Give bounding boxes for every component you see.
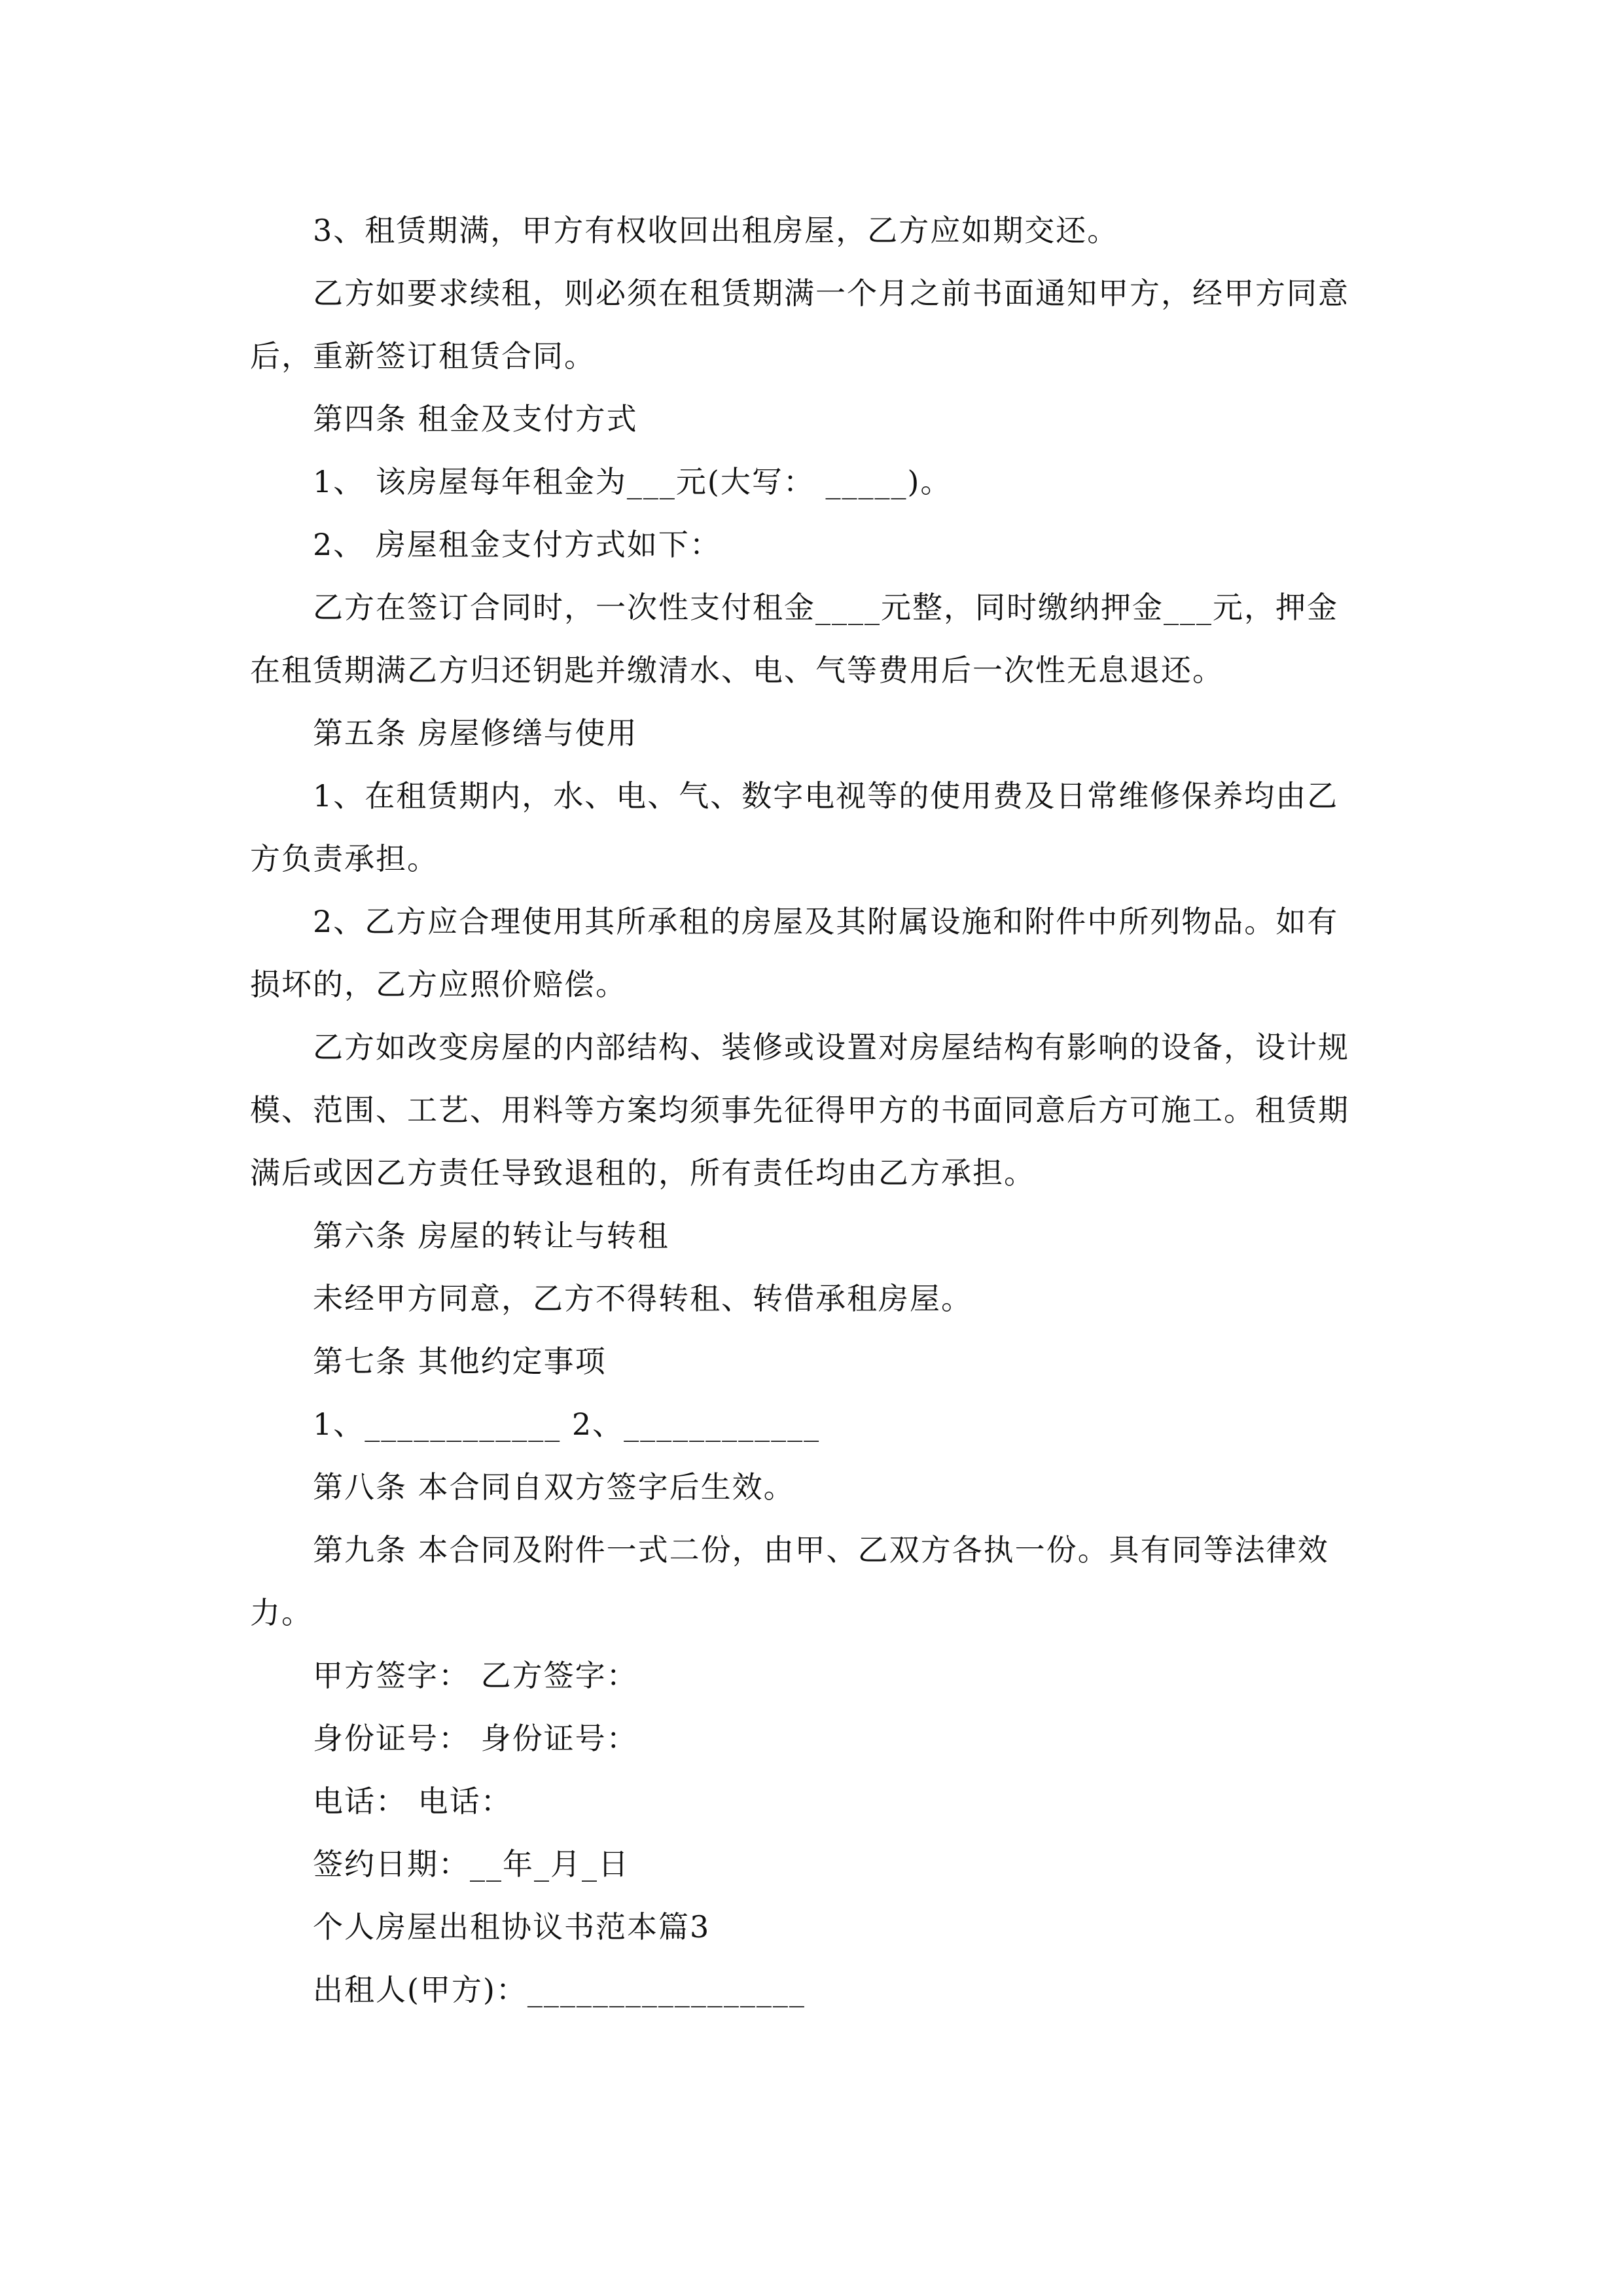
id-number-line: 身份证号： 身份证号： <box>313 1721 638 1756</box>
payment-paragraph-line-2: 在租赁期满乙方归还钥匙并缴清水、电、气等费用后一次性无息退还。 <box>250 653 1224 688</box>
article-4-heading: 第四条 租金及支付方式 <box>313 401 638 437</box>
clause-5-1-line-2: 方负责承担。 <box>250 841 438 876</box>
article-7-heading: 第七条 其他约定事项 <box>313 1344 607 1379</box>
other-items-blanks: 1、____________ 2、____________ <box>313 1407 821 1442</box>
signature-line: 甲方签字： 乙方签字： <box>313 1658 638 1693</box>
alteration-line-3: 满后或因乙方责任导致退租的，所有责任均由乙方承担。 <box>250 1155 1035 1191</box>
alteration-line-2: 模、范围、工艺、用料等方案均须事先征得甲方的书面同意后方可施工。租赁期 <box>250 1092 1349 1128</box>
article-6-heading: 第六条 房屋的转让与转租 <box>313 1218 669 1253</box>
payment-paragraph-line-1: 乙方在签订合同时，一次性支付租金____元整，同时缴纳押金___元，押金 <box>313 590 1338 625</box>
section-3-title: 个人房屋出租协议书范本篇3 <box>313 1909 711 1945</box>
renewal-paragraph-line-1: 乙方如要求续租，则必须在租赁期满一个月之前书面通知甲方，经甲方同意 <box>313 276 1349 311</box>
clause-5-2-line-1: 2、乙方应合理使用其所承租的房屋及其附属设施和附件中所列物品。如有 <box>313 904 1339 939</box>
clause-3-3-text: 3、租赁期满，甲方有权收回出租房屋，乙方应如期交还。 <box>313 213 1119 248</box>
clause-5-2-line-2: 损坏的，乙方应照价赔偿。 <box>250 967 627 1002</box>
article-8-text: 第八条 本合同自双方签字后生效。 <box>313 1469 795 1505</box>
article-9-line-1: 第九条 本合同及附件一式二份，由甲、乙双方各执一份。具有同等法律效 <box>313 1532 1329 1568</box>
payment-method-line: 2、 房屋租金支付方式如下： <box>313 527 721 562</box>
alteration-line-1: 乙方如改变房屋的内部结构、装修或设置对房屋结构有影响的设备，设计规 <box>313 1030 1349 1065</box>
sublease-text: 未经甲方同意，乙方不得转租、转借承租房屋。 <box>313 1281 972 1316</box>
clause-5-1-line-1: 1、在租赁期内，水、电、气、数字电视等的使用费及日常维修保养均由乙 <box>313 778 1339 814</box>
article-5-heading: 第五条 房屋修缮与使用 <box>313 715 638 751</box>
article-9-line-2: 力。 <box>250 1595 313 1630</box>
phone-line: 电话： 电话： <box>313 1784 512 1819</box>
lessor-line: 出租人(甲方)：_________________ <box>313 1972 806 2007</box>
signing-date-line: 签约日期：__年_月_日 <box>313 1846 630 1882</box>
renewal-paragraph-line-2: 后，重新签订租赁合同。 <box>250 338 596 374</box>
rent-amount-line: 1、 该房屋每年租金为___元(大写： _____)。 <box>313 464 952 499</box>
